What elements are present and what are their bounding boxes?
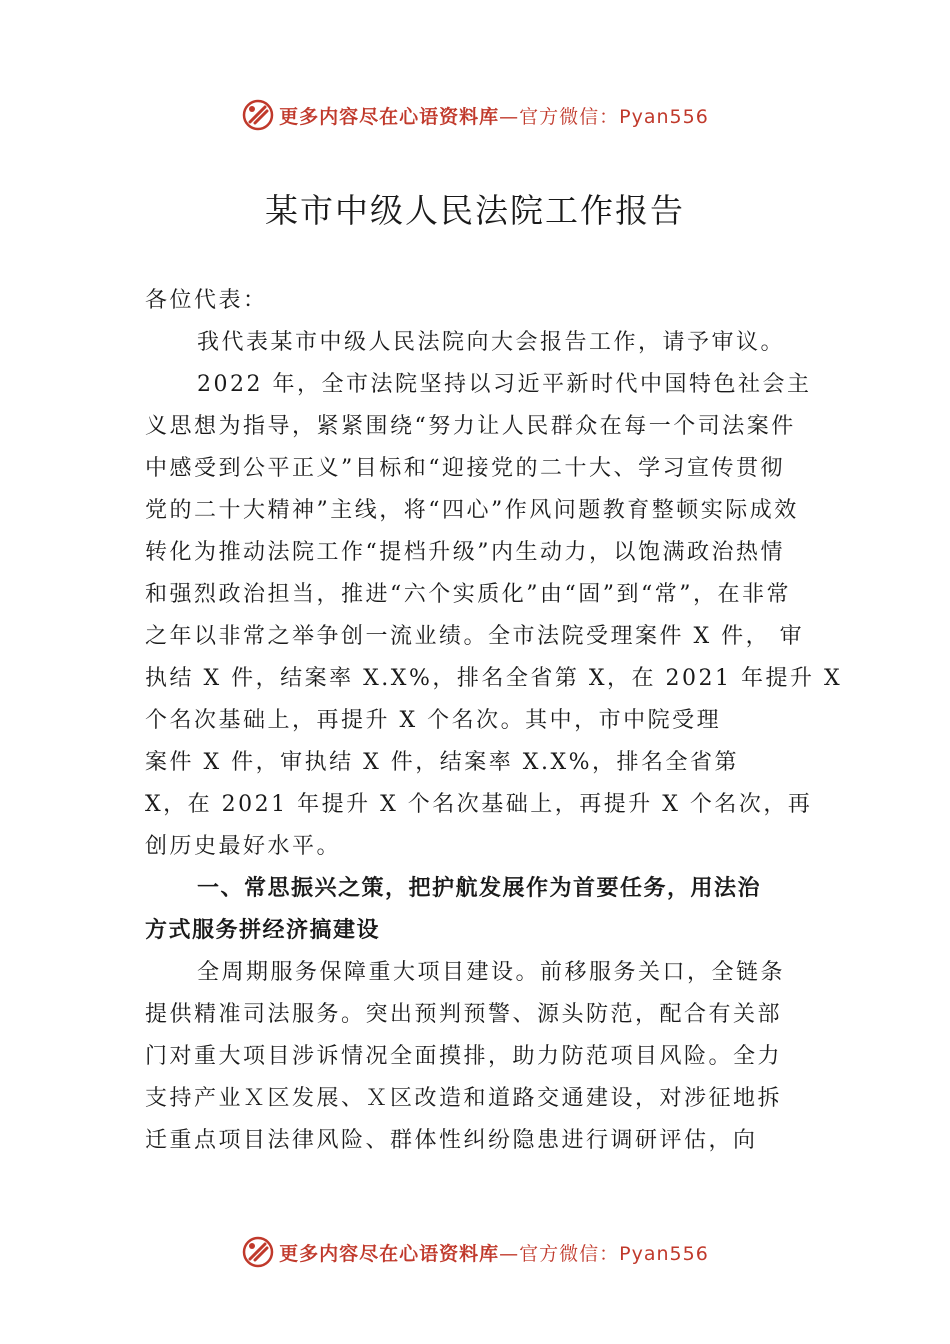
paragraph-line: 提供精准司法服务。突出预判预警、源头防范，配合有关部: [145, 1002, 783, 1027]
brand-logo-icon: [241, 1235, 275, 1269]
watermark-banner-bottom: [0, 1232, 950, 1272]
paragraph-line: 支持产业Ｘ区发展、Ｘ区改造和道路交通建设，对涉征地拆: [145, 1086, 783, 1111]
paragraph-line: 党的二十大精神”主线，将“四心”作风问题教育整顿实际成效: [145, 498, 799, 523]
paragraph-line: 个名次基础上，再提升 X 个名次。其中，市中院受理: [145, 708, 722, 733]
paragraph-line: X，在 2021 年提升 X 个名次基础上，再提升 X 个名次，再: [145, 792, 813, 817]
paragraph-line: 执结 X 件，结案率 X.X%，排名全省第 X，在 2021 年提升 X: [145, 666, 843, 691]
document-body: [145, 280, 843, 1162]
watermark-banner-top: [0, 95, 950, 135]
paragraph-line: 门对重大项目涉诉情况全面摸排，助力防范项目风险。全力: [145, 1044, 783, 1069]
paragraph-line: 之年以非常之举争创一流业绩。全市法院受理案件 X 件， 审: [145, 624, 805, 649]
paragraph-line: 创历史最好水平。: [145, 834, 342, 859]
paragraph-line: 2022 年，全市法院坚持以习近平新时代中国特色社会主: [197, 372, 812, 397]
brand-logo-icon: [241, 98, 275, 132]
watermark-text-left: 更多内容尽在心语资料库: [279, 1242, 500, 1265]
watermark-text-right: —官方微信：Pyan556: [499, 105, 709, 128]
paragraph-line: 转化为推动法院工作“提档升级”内生动力，以饱满政治热情: [145, 540, 785, 565]
watermark-text-right: —官方微信：Pyan556: [499, 1242, 709, 1265]
watermark-text-left: 更多内容尽在心语资料库: [279, 105, 500, 128]
section-heading: 方式服务拼经济搞建设: [145, 918, 381, 943]
paragraph-line: 义思想为指导，紧紧围绕“努力让人民群众在每一个司法案件: [145, 414, 796, 439]
salutation: 各位代表：: [145, 288, 268, 313]
paragraph-line: 我代表某市中级人民法院向大会报告工作，请予审议。: [197, 330, 786, 355]
paragraph-line: 全周期服务保障重大项目建设。前移服务关口，全链条: [197, 960, 786, 985]
section-heading: 一、常思振兴之策，把护航发展作为首要任务，用法治: [197, 876, 762, 901]
document-title: 某市中级人民法院工作报告: [265, 191, 685, 230]
paragraph-line: 和强烈政治担当，推进“六个实质化”由“固”到“常”，在非常: [145, 582, 791, 607]
paragraph-line: 中感受到公平正义”目标和“迎接党的二十大、学习宣传贯彻: [145, 456, 785, 481]
paragraph-line: 案件 X 件，审执结 X 件，结案率 X.X%，排名全省第: [145, 750, 740, 775]
paragraph-line: 迁重点项目法律风险、群体性纠纷隐患进行调研评估，向: [145, 1128, 758, 1153]
